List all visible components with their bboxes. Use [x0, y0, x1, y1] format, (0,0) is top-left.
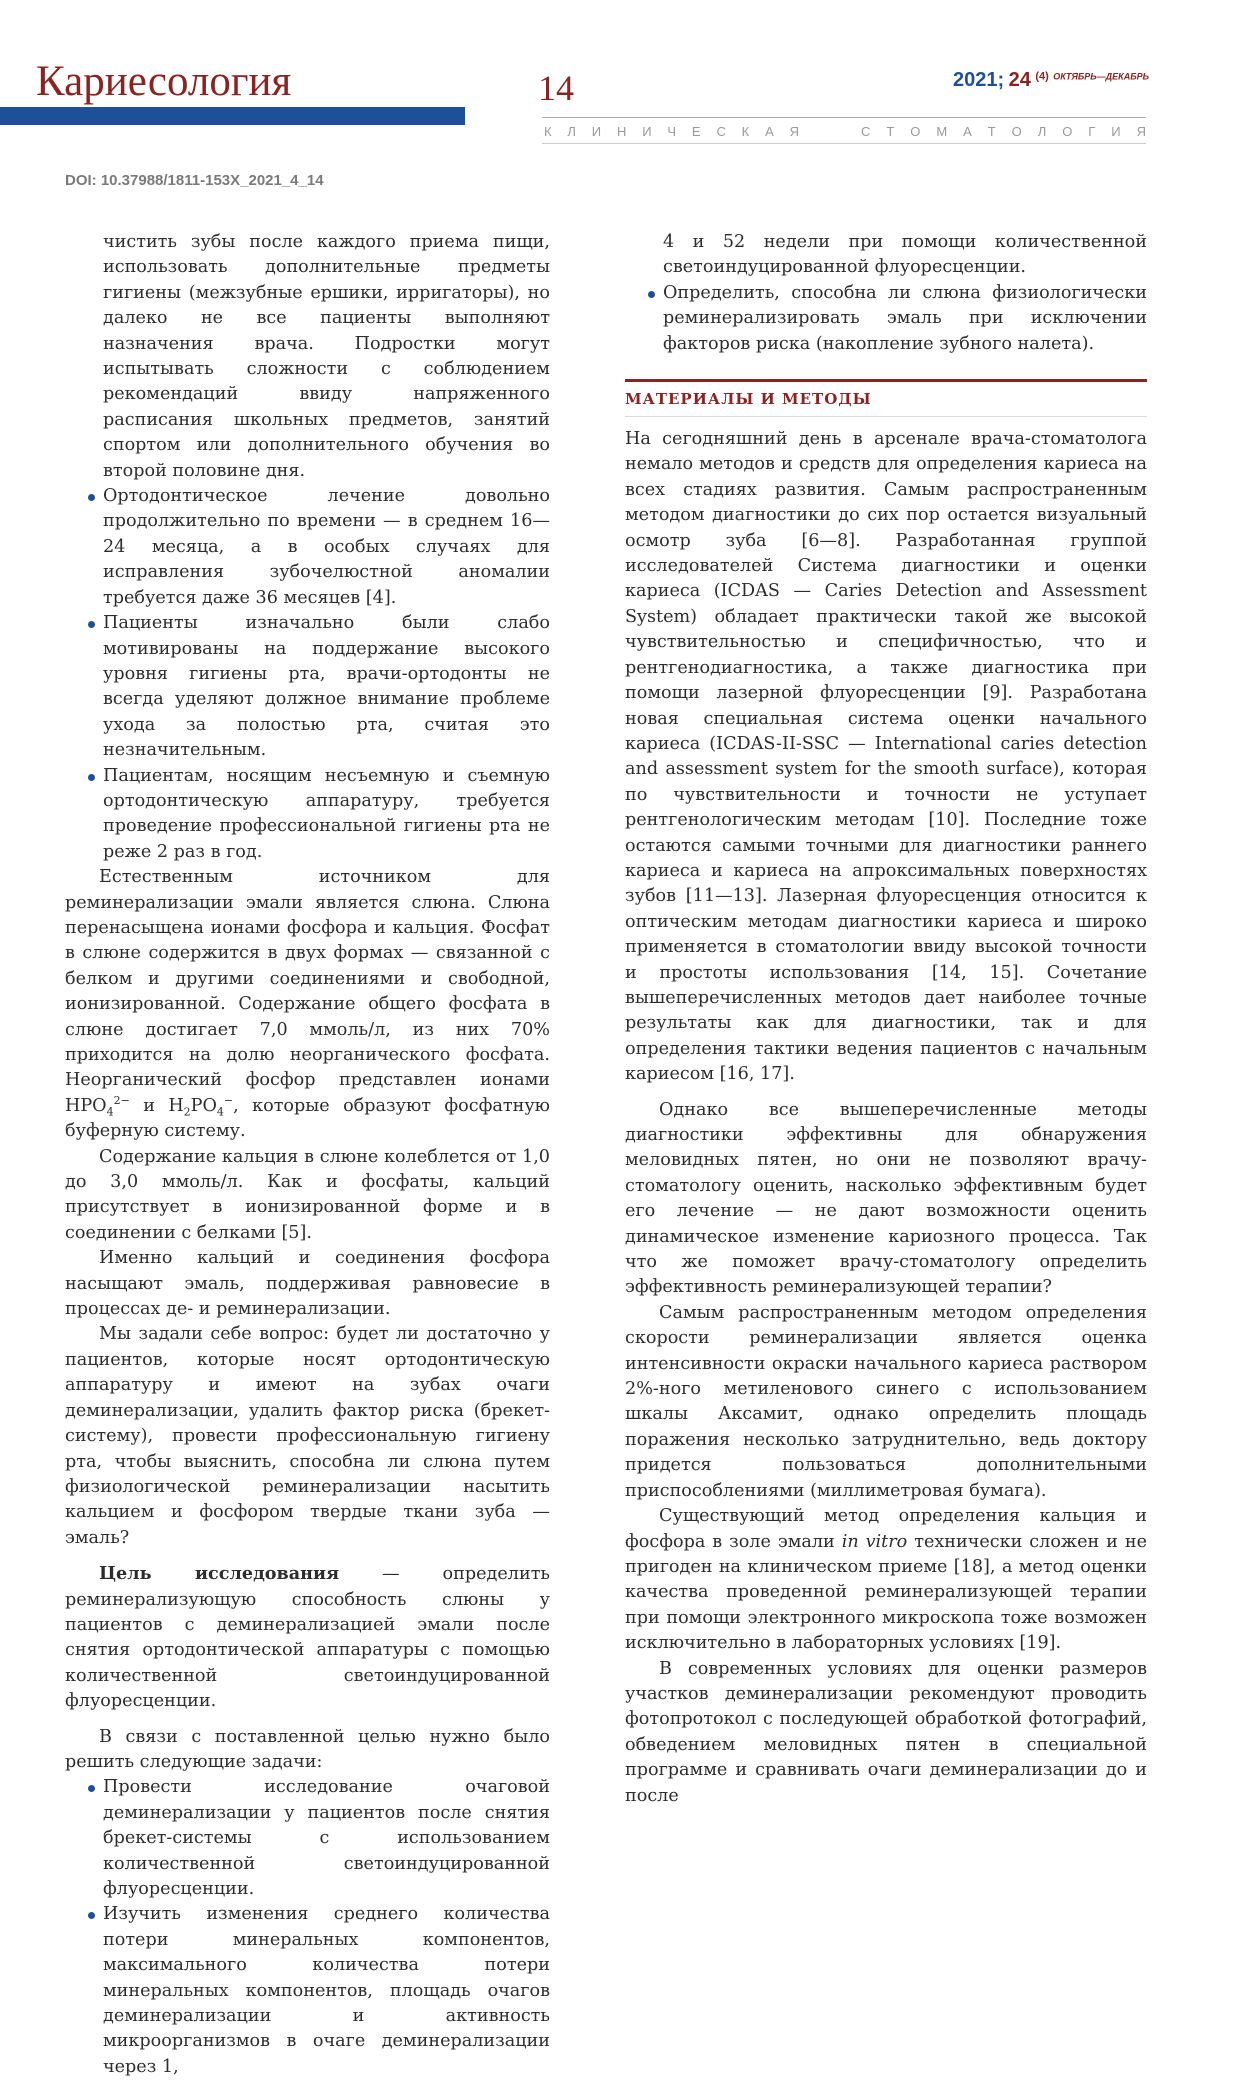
paragraph: Существующий метод определения кальция и фосфора в золе эмали in vitro технически сложен и не пригоден на клиническом приеме [18], а метод оценки качества проведенной реминерализующей терапии при помощи электронного микроскопа тоже возможен исключительно в лабораторных условиях [19].: [625, 1506, 1147, 1654]
journal-word-2: С Т О М А Т О Л О Г И Я: [861, 124, 1146, 139]
continued-task-text: 4 и 52 недели при помощи количественной светоиндуцированной флуоресценции.: [663, 232, 1147, 278]
doi: DOI: 10.37988/1811-153X_2021_4_14: [65, 172, 324, 189]
list-item: [65, 1902, 550, 2080]
issue-info: [953, 70, 1149, 90]
paragraph: В современных условиях для оценки размеров участков деминерализации рекомендуют проводить фотопротокол с последующей обработкой фотографий, обведением меловидных пятен в специальной программе и сравнивать очаги деминерализации до и после: [625, 1658, 1147, 1806]
bullet-icon: [88, 1785, 95, 1792]
issue-number: (4): [1035, 70, 1049, 83]
list-item: [65, 611, 550, 763]
issue-volume: 24: [1008, 69, 1031, 91]
issue-year: 2021;: [953, 69, 1005, 91]
paragraph: В связи с поставленной целью нужно было решить следующие задачи:: [65, 1726, 550, 1772]
task-list: [65, 1775, 550, 2080]
bullet-icon: [88, 494, 95, 501]
paragraph: На сегодняшний день в арсенале врача-стоматолога немало методов и средств для определения кариеса на всех стадиях развития. Самым распространенным методом диагностики до сих пор остается визуальный осмотр зуба [6—8]. Разработанная группой исследователей Система диагностики и оценки кариеса (ICDAS — Caries Detection and Assessment System) обладает практически такой же высокой чувствительностью и специфичностью, что и рентгенодиагностика, а также диагностика при помощи лазерной флуоресценции [9]. Разработана новая специальная система оценки начального кариеса (ICDAS-II-SSC — International caries detection and assessment system for the smooth surface), которая по чувствительности и точности не уступает рентгенологическим методам [10]. Последние тоже остаются самыми точными для диагностики раннего кариеса и кариеса на апроксимальных поверхностях зубов [11—13]. Лазерная флуоресценция относится к оптическим методам диагностики кариеса и широко применяется в стоматологии ввиду высокой точности и простоты использования [14, 15]. Сочетание вышеперечисленных методов дает наиболее точные результаты как для диагностики, так и для определения тактики ведения пациентов с начальным кариесом [16, 17].: [625, 429, 1147, 1085]
list-item: [65, 764, 550, 866]
list-item-text: Пациентам, носящим несъемную и съемную ортодонтическую аппаратуру, требуется проведение профессиональной гигиены рта не реже 2 раз в год.: [103, 765, 550, 862]
bullet-icon: [88, 774, 95, 781]
journal-word-1: К Л И Н И Ч Е С К А Я: [544, 124, 799, 139]
paragraph: Естественным источником для реминерализации эмали является слюна. Слюна перенасыщена ионами фосфора и кальция. Фосфат в слюне содержится в двух формах — связанной с белком и другими соединениями и свободной, ионизированной. Содержание общего фосфата в слюне достигает 7,0 ммоль/л, из них 70% приходится на долю неорганического фосфата. Неорганический фосфор представлен ионами $HPO_4^{2-}$ и $H_2PO_4^-$, которые образуют фосфатную буферную систему.: [65, 867, 550, 1142]
right-column: [625, 230, 1147, 1809]
page-number: 14: [538, 68, 574, 108]
left-column: [65, 230, 550, 2080]
aim-paragraph: Цель исследования — определить реминерализующую способность слюны у пациентов с деминерализацией эмали после снятия ортодонтической аппаратуры с помощью количественной светоиндуцированной флуоресценции.: [65, 1563, 551, 1712]
paragraph: Самым распространенным методом определения скорости реминерализации является оценка интенсивности окраски начального кариеса раствором 2%-ного метиленового синего с использованием шкалы Аксамит, однако определить площадь поражения несколько затруднительно, ведь доктору придется пользоваться дополнительными приспособлениями (миллиметровая бумага).: [625, 1302, 1147, 1501]
paragraph: Именно кальций и соединения фосфора насыщают эмаль, поддерживая равновесие в процессах де- и реминерализации.: [65, 1248, 550, 1320]
list-item-text: Пациенты изначально были слабо мотивированы на поддержание высокого уровня гигиены рта, врачи-ортодонты не всегда уделяют должное внимание проблеме ухода за полостью рта, считая это незначительным.: [103, 613, 550, 761]
list-item-text: Ортодонтическое лечение довольно продолжительно по времени — в среднем 16—24 месяца, а в особых случаях для исправления зубочелюстной аномалии требуется даже 36 месяцев [4].: [103, 486, 550, 608]
rubric-bar: [0, 107, 465, 125]
issue-months: ОКТЯБРЬ—ДЕКАБРЬ: [1053, 71, 1149, 82]
paragraph: Содержание кальция в слюне колеблется от 1,0 до 3,0 ммоль/л. Как и фосфаты, кальций присутствует в ионизированной форме и в соединении с белками [5].: [65, 1146, 550, 1243]
section-heading: МАТЕРИАЛЫ И МЕТОДЫ: [625, 379, 1147, 417]
bullet-icon: [88, 1912, 95, 1919]
bullet-list: [65, 484, 550, 865]
bullet-icon: [88, 621, 95, 628]
paragraph: Однако все вышеперечисленные методы диагностики эффективны для обнаружения меловидных пятен, но они не позволяют врачу-стоматологу оценить, насколько эффективным будет его лечение — не дают возможности оценить динамическое изменение кариозного процесса. Так что же поможет врачу-стоматологу определить эффективность реминерализующей терапии?: [625, 1099, 1147, 1298]
task-list-continued: [625, 281, 1147, 357]
header-rule-bottom: [542, 143, 1146, 144]
section-rubric: Кариесология: [36, 58, 292, 105]
bullet-icon: [648, 291, 655, 298]
list-item-text: Определить, способна ли слюна физиологически реминерализировать эмаль при исключении факторов риска (накопление зубного налета).: [663, 282, 1147, 354]
journal-title: [544, 124, 1146, 139]
list-item: [65, 1775, 550, 1902]
aim-label: Цель исследования: [99, 1563, 340, 1585]
paragraph: Мы задали себе вопрос: будет ли достаточно у пациентов, которые носят ортодонтическую аппаратуру и имеют на зубах очаги деминерализации, удалить фактор риска (брекет-систему), провести профессиональную гигиену рта, чтобы выяснить, способна ли слюна путем физиологической реминерализации насытить кальцием и фосфором твердые ткани зуба — эмаль?: [65, 1324, 550, 1548]
list-item: [625, 281, 1147, 357]
list-item: [65, 484, 550, 611]
continued-bullet-text: чистить зубы после каждого приема пищи, использовать дополнительные предметы гигиены (межзубные ершики, ирригаторы), но далеко не все пациенты выполняют назначения врача. Подростки могут испытывать сложности с соблюдением рекомендаций ввиду напряженного расписания школьных предметов, занятий спортом или дополнительного обучения во второй половине дня.: [103, 232, 550, 481]
header-rule: [542, 117, 1146, 118]
list-item-text: Провести исследование очаговой деминерализации у пациентов после снятия брекет-системы с использованием количественной светоиндуцированной флуоресценции.: [103, 1777, 550, 1899]
list-item-text: Изучить изменения среднего количества потери минеральных компонентов, максимального количества потери минеральных компонентов, площадь очагов деминерализации и активность микроорганизмов в очаге деминерализации через 1,: [103, 1904, 550, 2077]
